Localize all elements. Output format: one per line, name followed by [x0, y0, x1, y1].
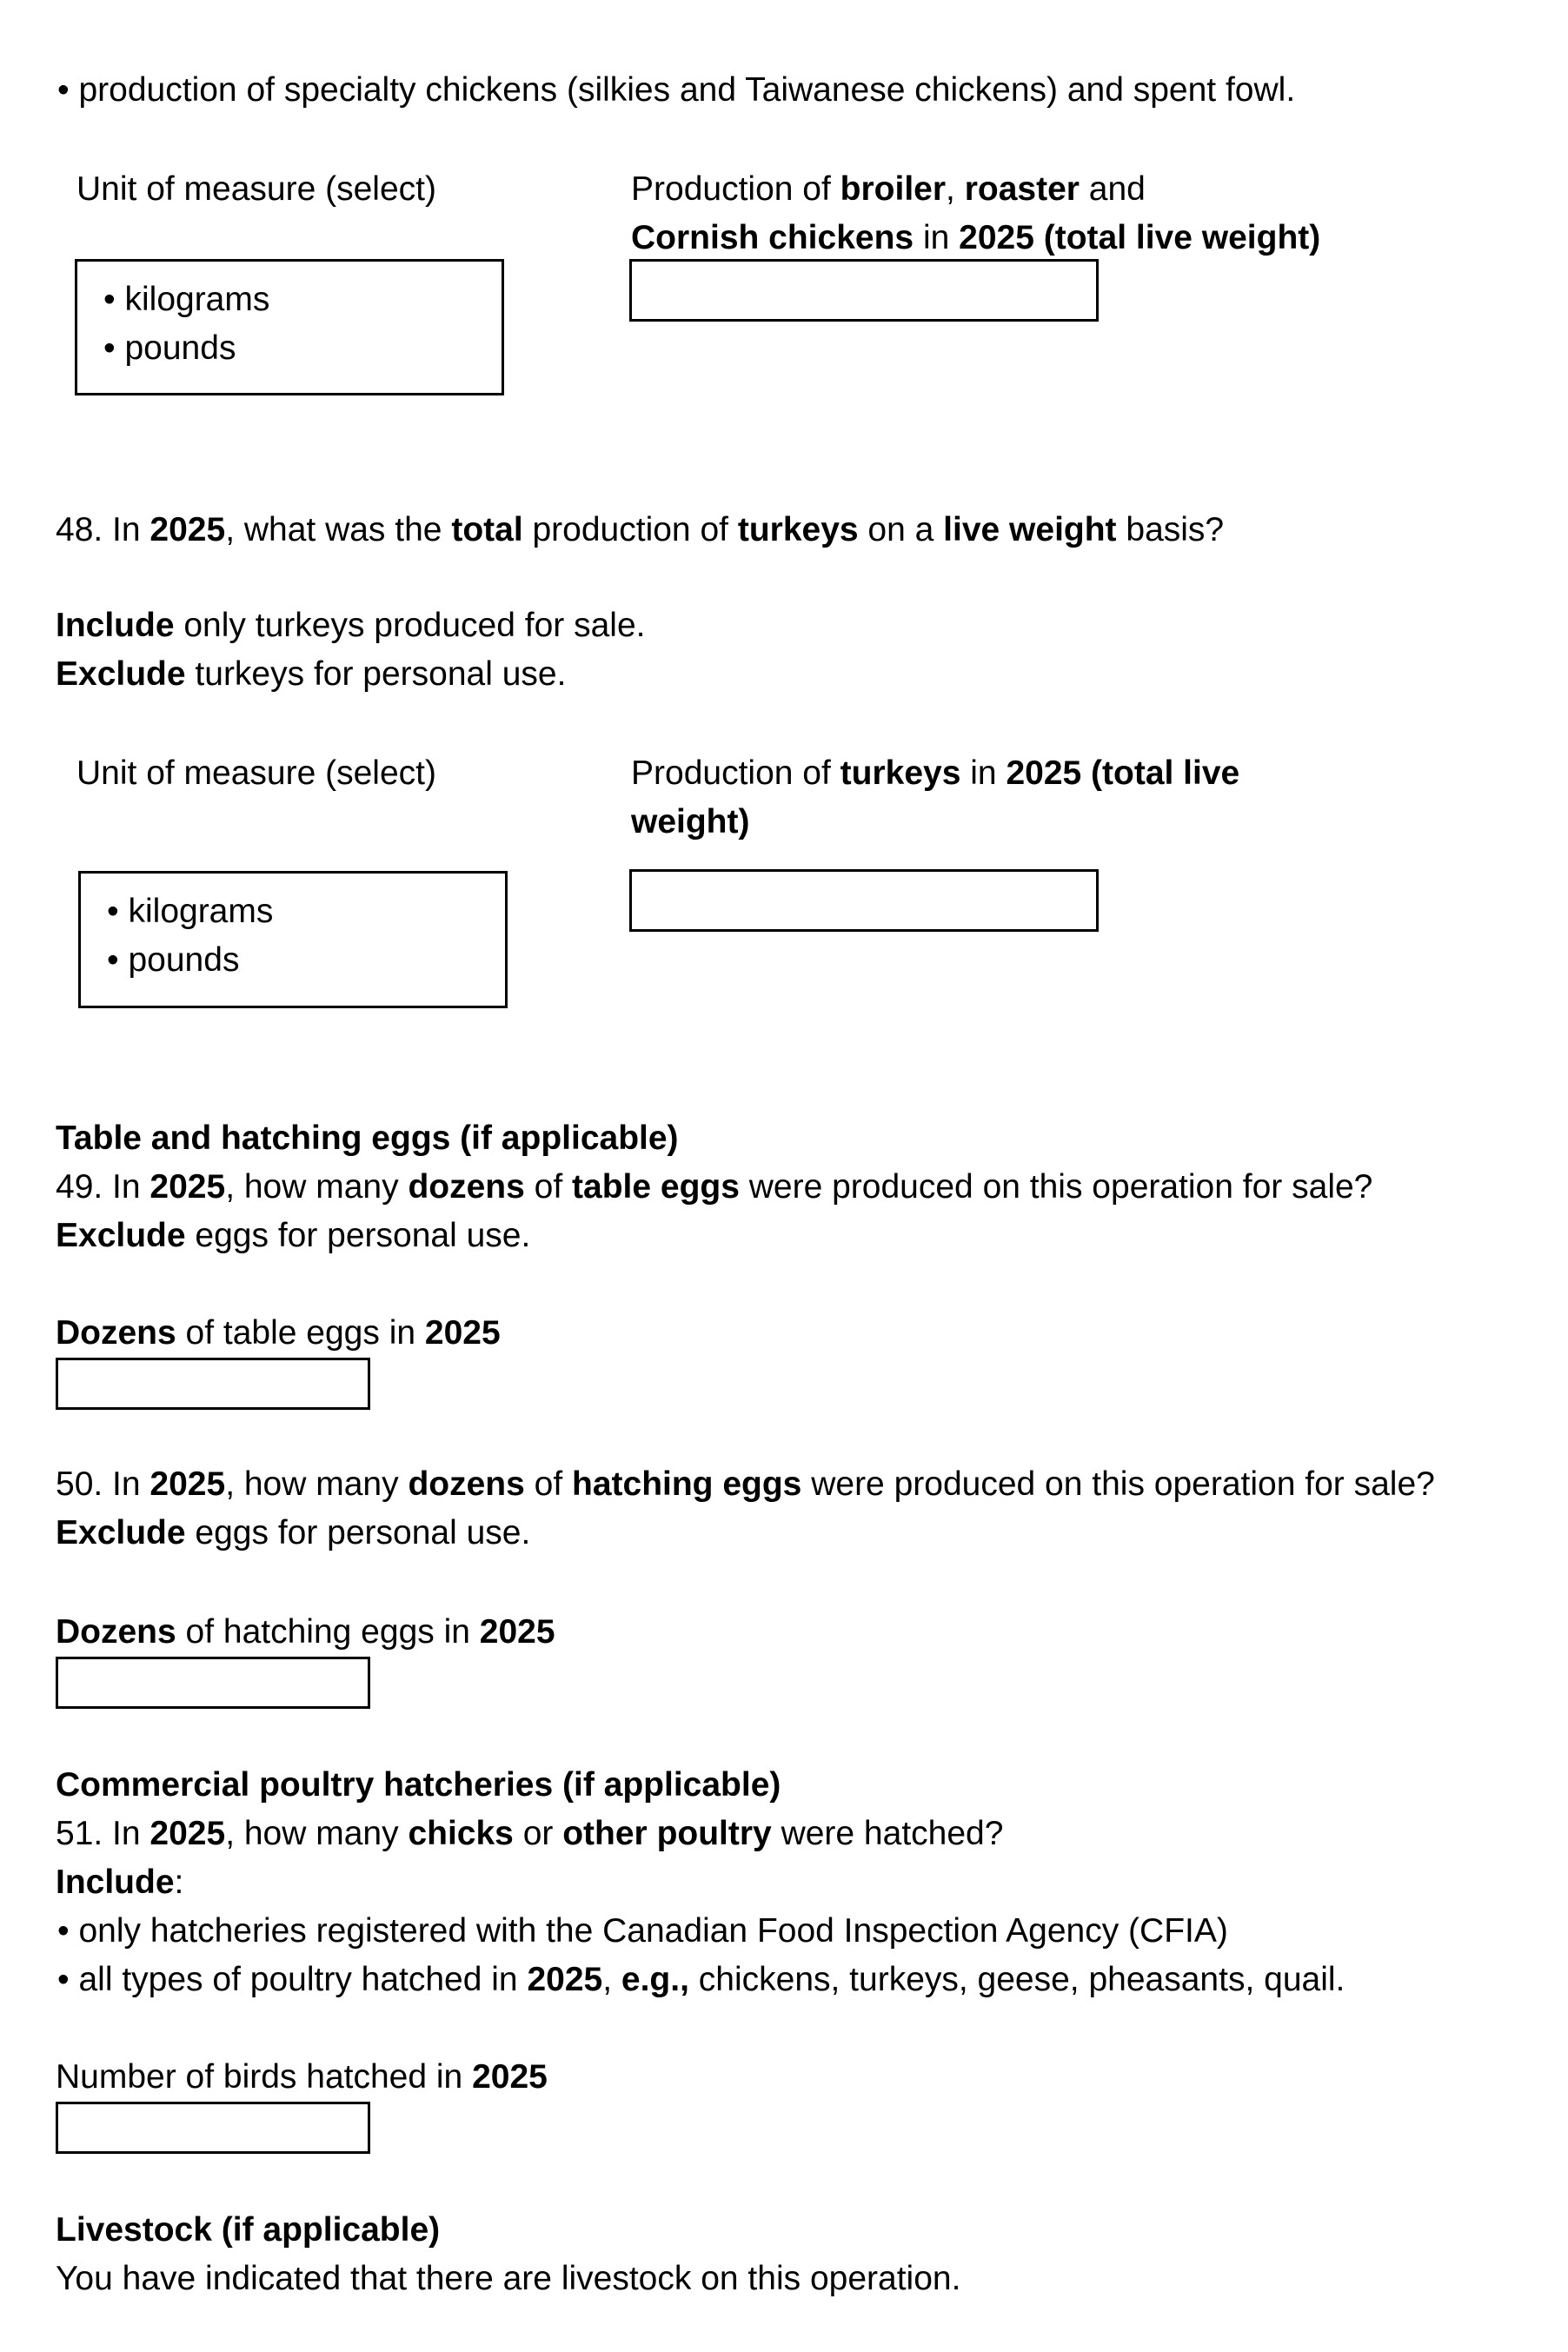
- q48-question: 48. In 2025, what was the total production of turkeys on a live weight basis?: [56, 511, 1225, 548]
- q47-unit-select[interactable]: [75, 259, 504, 395]
- q49-dozens-input[interactable]: [56, 1358, 370, 1410]
- q50-dozens-input[interactable]: [56, 1657, 370, 1709]
- q48-production-input[interactable]: [629, 869, 1099, 932]
- intro-bullet: • production of specialty chickens (silkies and Taiwanese chickens) and spent fowl.: [57, 71, 1296, 109]
- q49-question: 49. In 2025, how many dozens of table eggs were produced on this operation for sale?: [56, 1168, 1373, 1206]
- q48-production-label: Production of turkeys in 2025 (total live: [631, 754, 1240, 792]
- q51-bullet-cfia: • only hatcheries registered with the Canadian Food Inspection Agency (CFIA): [57, 1912, 1228, 1950]
- q50-field-label: Dozens of hatching eggs in 2025: [56, 1613, 555, 1651]
- q49-field-label: Dozens of table eggs in 2025: [56, 1314, 501, 1352]
- section-heading-livestock: Livestock (if applicable): [56, 2211, 441, 2249]
- q48-production-label-line2: weight): [631, 803, 750, 840]
- q48-exclude-note: Exclude turkeys for personal use.: [56, 655, 567, 693]
- section-heading-eggs: Table and hatching eggs (if applicable): [56, 1120, 679, 1157]
- q47-production-label-line2: Cornish chickens in 2025 (total live weight): [631, 219, 1321, 256]
- q47-unit-option-pounds[interactable]: • pounds: [103, 329, 236, 367]
- q51-bullet-poultry-types: • all types of poultry hatched in 2025, e.g., chickens, turkeys, geese, pheasants, quail.: [57, 1961, 1345, 1998]
- q48-unit-label: Unit of measure (select): [76, 754, 436, 792]
- q48-unit-option-kilograms[interactable]: • kilograms: [107, 893, 274, 930]
- q47-unit-option-kilograms[interactable]: • kilograms: [103, 281, 270, 318]
- q51-include-heading: Include:: [56, 1864, 184, 1901]
- q51-question: 51. In 2025, how many chicks or other poultry were hatched?: [56, 1815, 1004, 1852]
- q47-production-input[interactable]: [629, 259, 1099, 322]
- q48-include-note: Include only turkeys produced for sale.: [56, 607, 646, 644]
- q48-unit-option-pounds[interactable]: • pounds: [107, 941, 240, 979]
- q49-exclude-note: Exclude eggs for personal use.: [56, 1217, 531, 1254]
- q51-field-label: Number of birds hatched in 2025: [56, 2058, 548, 2096]
- q51-birds-hatched-input[interactable]: [56, 2102, 370, 2154]
- q48-unit-select[interactable]: [78, 871, 508, 1008]
- livestock-text: You have indicated that there are livestock on this operation.: [56, 2260, 961, 2297]
- q47-production-label: Production of broiler, roaster and: [631, 170, 1146, 208]
- q47-unit-label: Unit of measure (select): [76, 170, 436, 208]
- q50-question: 50. In 2025, how many dozens of hatching eggs were produced on this operation for sale?: [56, 1465, 1435, 1503]
- section-heading-hatcheries: Commercial poultry hatcheries (if applicable): [56, 1766, 781, 1804]
- q50-exclude-note: Exclude eggs for personal use.: [56, 1514, 531, 1551]
